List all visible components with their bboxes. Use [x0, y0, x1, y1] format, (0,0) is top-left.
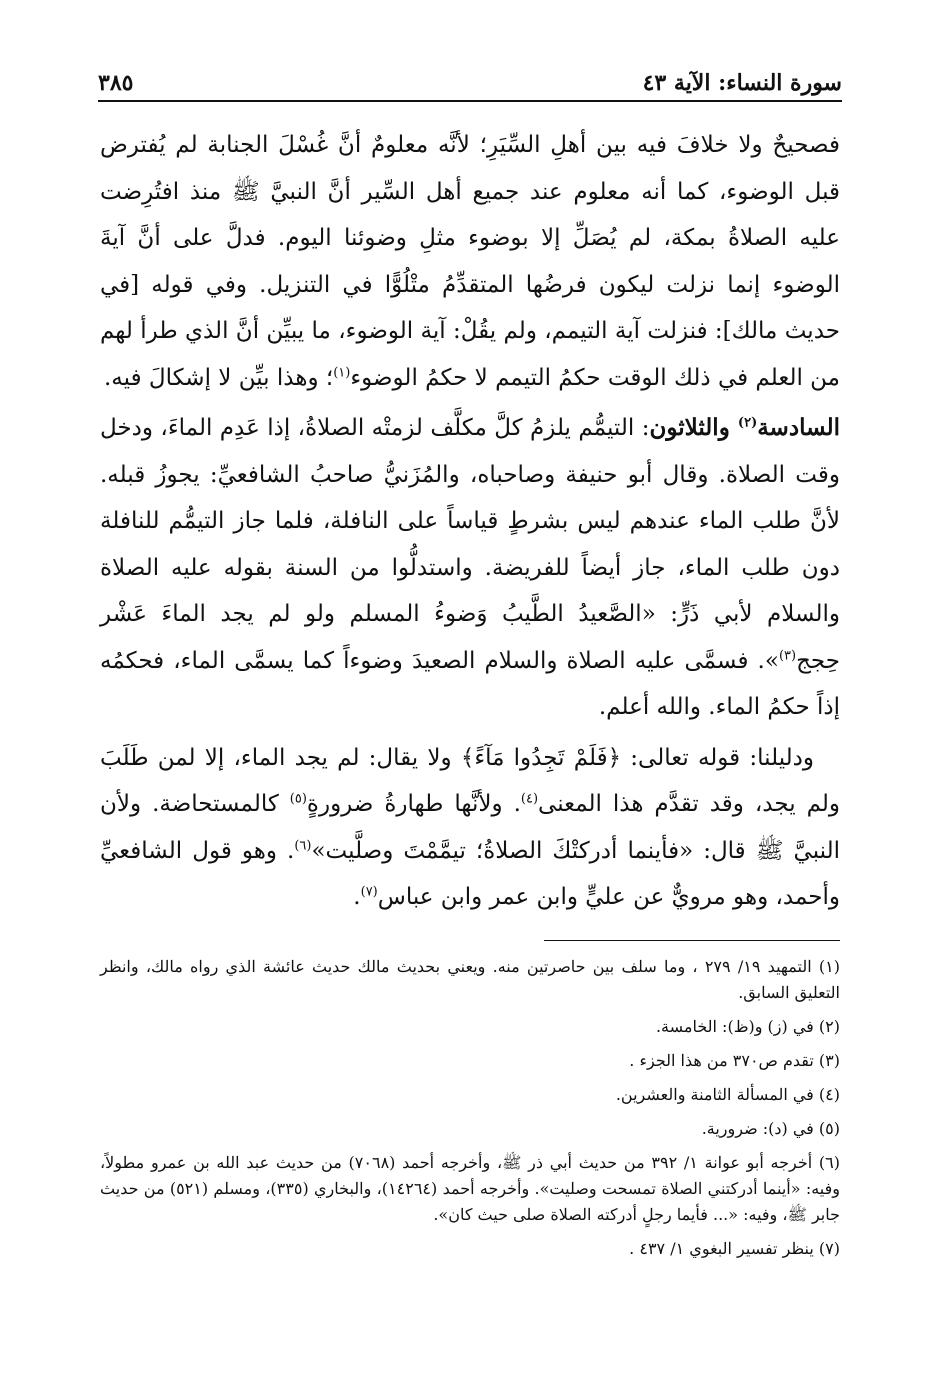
footnotes: [100, 954, 840, 1270]
footnote-6: (٦) أخرجه أبو عوانة ١/ ٣٩٢ من حديث أبي ذر ﷺ، وأخرجه أحمد (٧٠٦٨) من حديث عبد الله بن عمرو مطولاً، وفيه: «أينما أدركتني الصلاة تمسحت وصليت». وأخرجه أحمد (١٤٢٦٤)، والبخاري (٣٣٥)، ومسلم (٥٢١) من حديث جابر ﷺ، وفيه: «... فأيما رجلٍ أدركته الصلاة صلى حيث كان».: [100, 1153, 840, 1224]
main-text: [100, 122, 840, 921]
page-number: ٣٨٥: [98, 70, 134, 96]
footnote-2: (٢) في (ز) و(ظ): الخامسة.: [655, 1017, 840, 1036]
paragraph-3: ودليلنا: قوله تعالى: ﴿فَلَمْ تَجِدُوا مَآءً﴾ ولا يقال: لم يجد الماء، إلا لمن طَلَبَ ولم يجد، وقد تقدَّم هذا المعنى$^{(٤)}$. ولأنَّها طهارةُ ضرورةٍ$^{(٥)}$ كالمستحاضة. ولأن النبيَّ ﷺ قال: «فأينما أدركتْكَ الصلاةُ؛ تيمَّمْتَ وصلَّيت»$^{(٦)}$. وهو قول الشافعيِّ وأحمد، وهو مرويٌّ عن عليٍّ وابن عمر وابن عباس$^{(٧)}$.: [100, 744, 840, 910]
footnote-ref-2: (٢): [737, 415, 758, 431]
header-title: سورة النساء: الآية ٤٣: [642, 70, 842, 96]
footnote-divider: [544, 940, 840, 941]
footnote-5: (٥) في (د): ضرورية.: [701, 1119, 840, 1138]
footnote-ref-3: (٣): [778, 647, 797, 663]
footnote-ref-6: (٦): [294, 837, 312, 853]
running-header: [98, 52, 842, 96]
header-divider: [98, 100, 842, 102]
footnote-4: (٤) في المسألة الثامنة والعشرين.: [615, 1085, 840, 1104]
footnote-1: (١) التمهيد ١٩/ ٢٧٩ ، وما سلف بين حاصرتين منه. ويعني بحديث مالك حديث عائشة الذي رواه مالك، وانظر التعليق السابق.: [100, 957, 841, 1002]
footnote-ref-7: (٧): [360, 884, 378, 900]
paragraph-1: فصحيحٌ ولا خلافَ فيه بين أهلِ السِّيَرِ؛ لأنَّه معلومٌ أنَّ غُسْلَ الجنابة لم يُفترض قبل الوضوء، كما أنه معلوم عند جميع أهل السِّير أنَّ النبيَّ ﷺ منذ افتُرِضت عليه الصلاةُ بمكة، لم يُصَلِّ إلا بوضوء مثلِ وضوئنا اليوم. فدلَّ على أنَّ آيةَ الوضوء إنما نزلت ليكون فرضُها المتقدِّمُ متْلُوًّا في التنزيل. وفي قوله [في حديث مالك]: فنزلت آية التيمم، ولم يقُلْ: آية الوضوء، ما يبيِّن أنَّ الذي طرأ لهم من العلم في ذلك الوقت حكمُ التيمم لا حكمُ الوضوء$^{(١)}$؛ وهذا بيِّن لا إشكالَ فيه.: [100, 132, 840, 391]
footnote-ref-1: (١): [333, 364, 351, 380]
issue-heading: السادسة$^{(٢)}$ والثلاثون: [649, 414, 840, 441]
paragraph-2: السادسة$^{(٢)}$ والثلاثون: التيمُّم يلزمُ كلَّ مكلَّف لزمتْه الصلاةُ، إذا عَدِم الماءَ، ودخل وقت الصلاة. وقال أبو حنيفة وصاحباه، والمُزَنيُّ صاحبُ الشافعيِّ: يجوزُ قبله. لأنَّ طلب الماء عندهم ليس بشرطٍ قياساً على النافلة، فلما جاز التيمُّم للنافلة دون طلب الماء، جاز أيضاً للفريضة. واستدلُّوا من السنة بقوله عليه الصلاة والسلام لأبي ذَرٍّ: «الصَّعيدُ الطَّيبُ وَضوءُ المسلم ولو لم يجد الماءَ عَشْر حِجج$^{(٣)}$». فسمَّى عليه الصلاة والسلام الصعيدَ وضوءاً كما يسمَّى الماء، فحكمُه إذاً حكمُ الماء. والله أعلم.: [100, 414, 840, 720]
footnote-ref-5: (٥): [289, 791, 307, 807]
footnote-ref-4: (٤): [520, 791, 539, 807]
footnote-7: (٧) ينظر تفسير البغوي ١/ ٤٣٧ .: [629, 1239, 840, 1258]
footnote-3: (٣) تقدم ص٣٧٠ من هذا الجزء .: [629, 1051, 840, 1070]
